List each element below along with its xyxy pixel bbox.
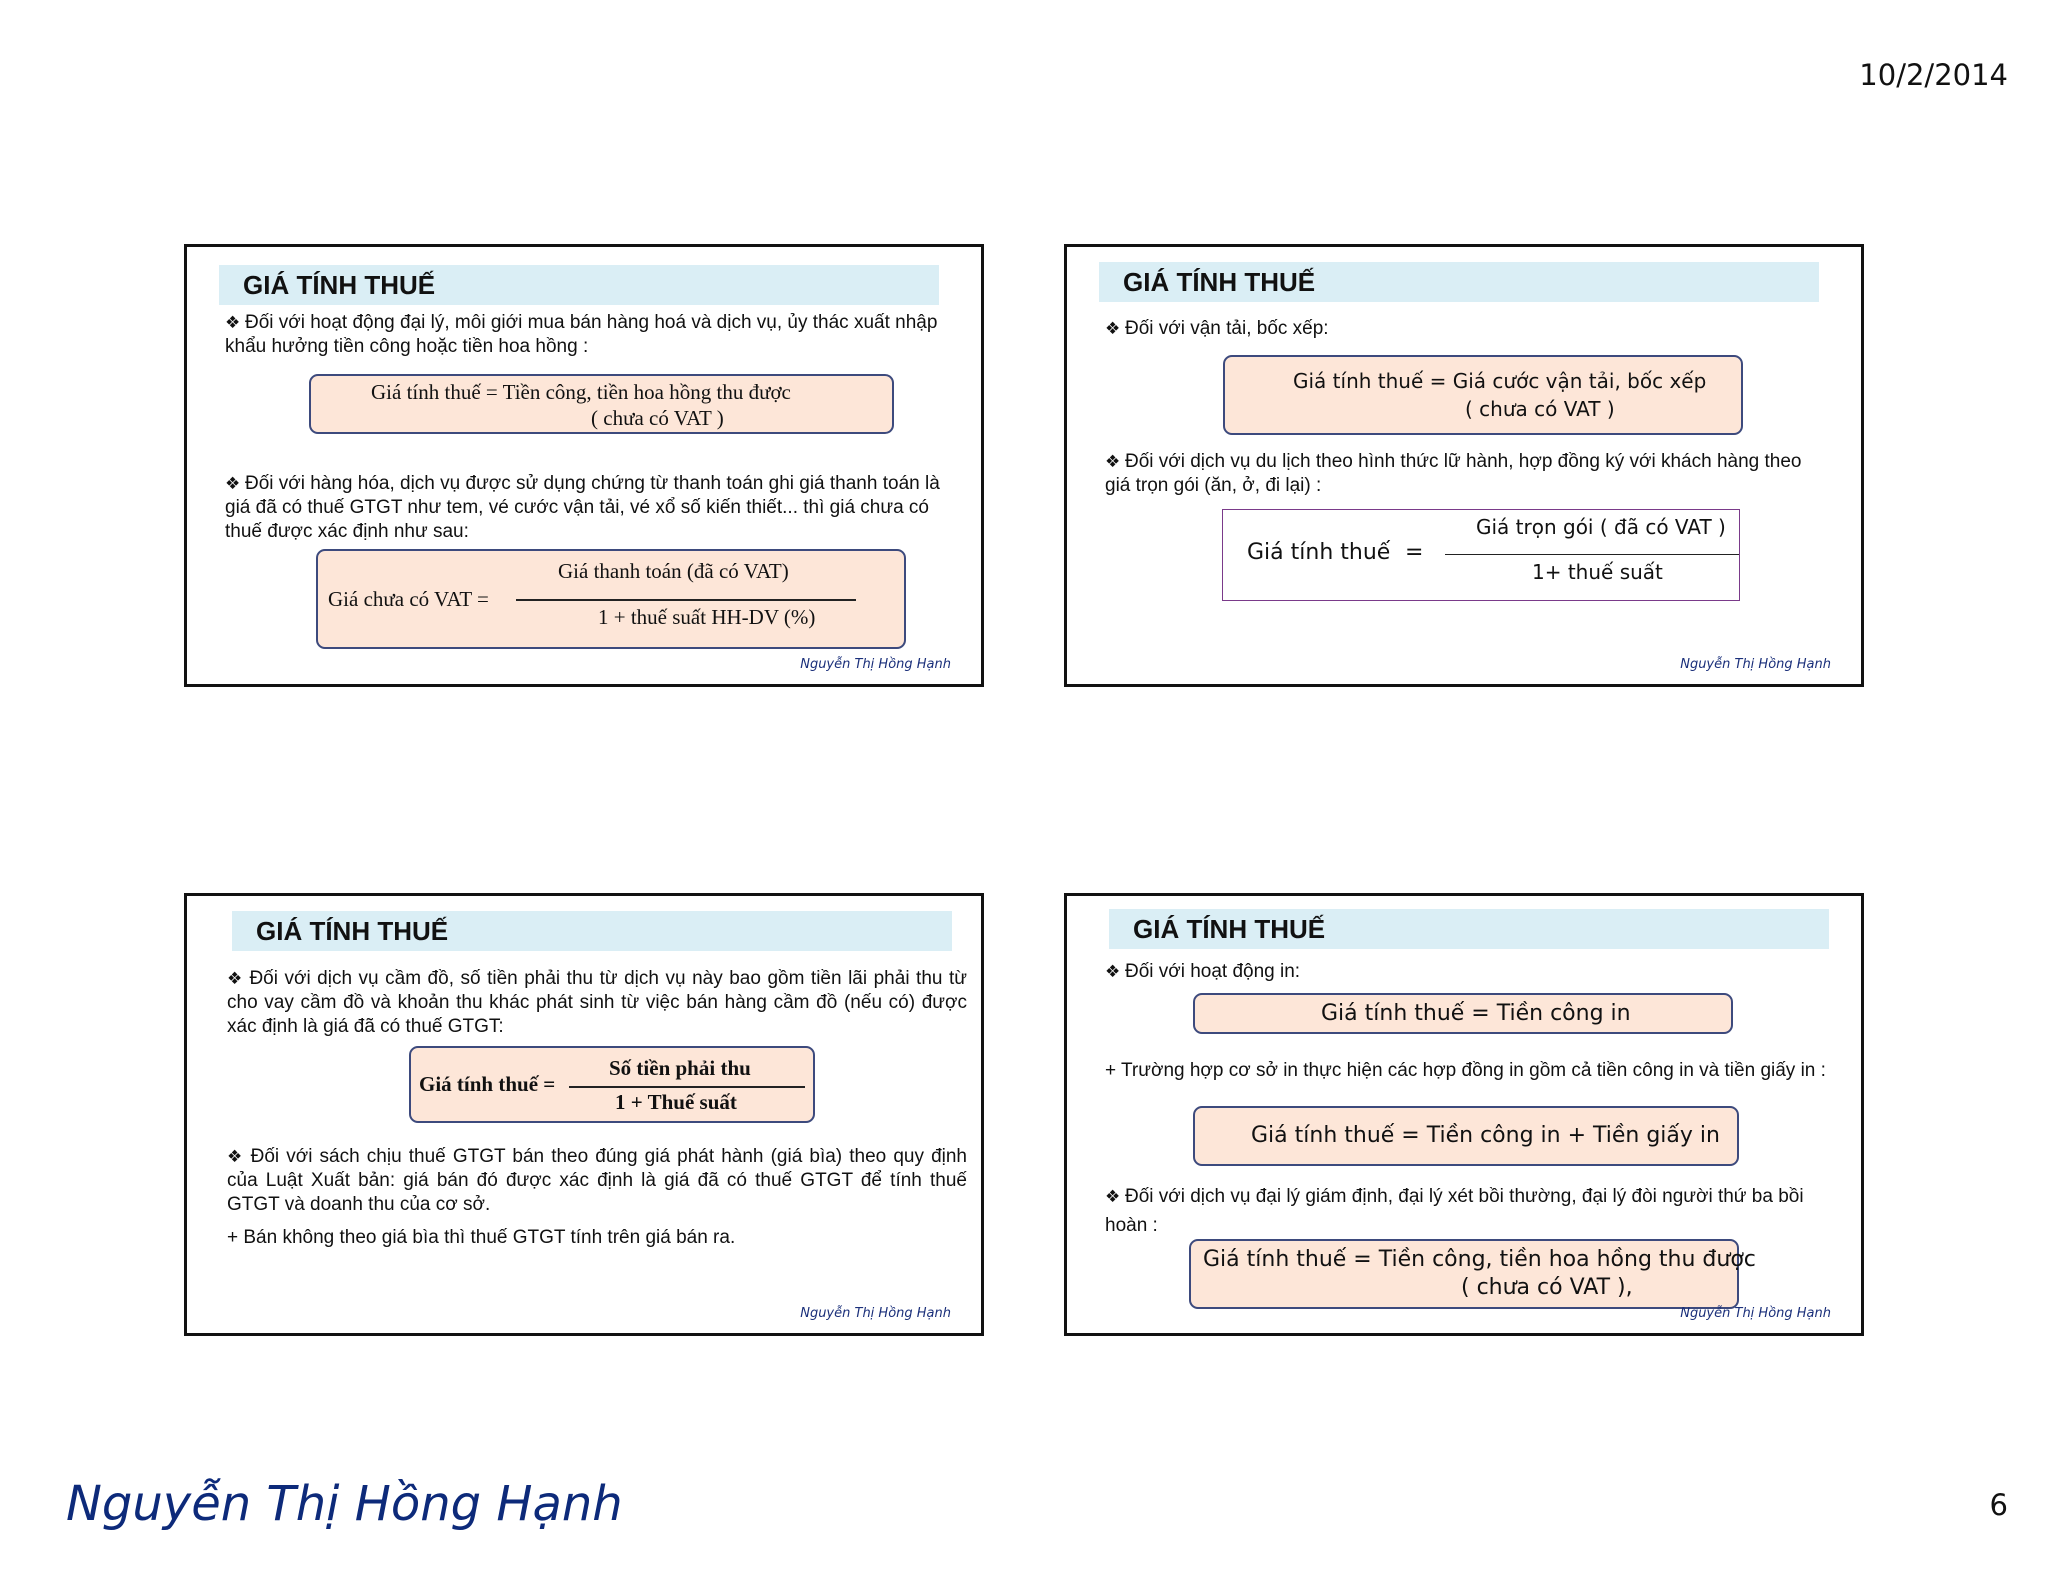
formula-equals: =	[1405, 540, 1424, 565]
slide-4	[1064, 893, 1864, 1336]
slide-signature: Nguyễn Thị Hồng Hạnh	[800, 1306, 951, 1321]
formula-box	[409, 1046, 815, 1123]
bullet-text: ❖ Đối với hoạt động in:	[1105, 961, 1301, 982]
formula-box	[1189, 1239, 1756, 1309]
formula-lhs: Giá tính thuế	[1247, 540, 1391, 565]
diamond-bullet-icon: ❖	[1105, 962, 1125, 981]
diamond-bullet-icon: ❖	[225, 474, 245, 493]
formula-numerator: Giá trọn gói ( đã có VAT )	[1476, 515, 1726, 539]
page-number: 6	[1989, 1488, 2008, 1522]
formula-line: Giá tính thuế = Tiền công, tiền hoa hồng thu được	[1203, 1247, 1756, 1272]
formula-line: Giá tính thuế = Giá cước vận tải, bốc xếp	[1293, 369, 1707, 393]
formula-line: ( chưa có VAT ),	[1461, 1275, 1633, 1300]
formula-line: Giá tính thuế = Tiền công, tiền hoa hồng thu được	[371, 380, 791, 404]
fraction-line	[1445, 554, 1739, 555]
formula-line: ( chưa có VAT )	[591, 406, 724, 430]
formula-box	[309, 374, 894, 434]
footer-author: Nguyễn Thị Hồng Hạnh	[66, 1476, 623, 1532]
diamond-bullet-icon: ❖	[227, 1147, 251, 1166]
diamond-bullet-icon: ❖	[1105, 1187, 1125, 1206]
note-text: + Bán không theo giá bìa thì thuế GTGT tính trên giá bán ra.	[227, 1227, 736, 1248]
bullet-text: ❖ Đối với vận tải, bốc xếp:	[1105, 318, 1329, 339]
formula-box	[1193, 1106, 1739, 1166]
slide-1	[184, 244, 984, 687]
bullet-text: ❖ Đối với dịch vụ cầm đồ, số tiền phải thu từ dịch vụ này bao gồm tiền lãi phải thu từ cho vay cầm đồ và khoản thu khác phát sinh từ việc bán hàng cầm đồ (nếu có) được xác định là giá đã có thuế GTGT:	[227, 968, 967, 1037]
formula-denominator: 1+ thuế suất	[1532, 560, 1663, 584]
diamond-bullet-icon: ❖	[1105, 452, 1125, 471]
formula-numerator: Số tiền phải thu	[609, 1056, 751, 1080]
note-text: + Trường hợp cơ sở in thực hiện các hợp đồng in gồm cả tiền công in và tiền giấy in :	[1105, 1060, 1826, 1081]
formula-lhs: Giá chưa có VAT =	[328, 587, 489, 611]
bullet-text: ❖ Đối với dịch vụ du lịch theo hình thức lữ hành, hợp đồng ký với khách hàng theo giá trọn gói (ăn, ở, đi lại) :	[1105, 451, 1802, 496]
slide-date: 10/2/2014	[1859, 58, 2008, 92]
bullet-text: ❖ Đối với dịch vụ đại lý giám định, đại lý xét bồi thường, đại lý đòi người thứ ba bồi hoàn :	[1105, 1186, 1804, 1236]
slide-title: GIÁ TÍNH THUẾ	[232, 911, 952, 951]
slide-3	[184, 893, 984, 1336]
formula-frame	[1222, 509, 1740, 601]
slide-signature: Nguyễn Thị Hồng Hạnh	[800, 657, 951, 672]
slide-2	[1064, 244, 1864, 687]
bullet-text: ❖ Đối với hoạt động đại lý, môi giới mua bán hàng hoá và dịch vụ, ủy thác xuất nhập khẩu hưởng tiền công hoặc tiền hoa hồng :	[225, 312, 938, 357]
formula-numerator: Giá thanh toán (đã có VAT)	[558, 559, 789, 583]
slide-title: GIÁ TÍNH THUẾ	[1099, 262, 1819, 302]
formula-denominator: 1 + thuế suất HH-DV (%)	[598, 605, 816, 629]
formula-lhs: Giá tính thuế =	[419, 1072, 556, 1096]
slide-signature: Nguyễn Thị Hồng Hạnh	[1680, 1306, 1831, 1321]
fraction-line	[569, 1086, 805, 1088]
formula-box	[1193, 993, 1733, 1034]
formula-line: Giá tính thuế = Tiền công in + Tiền giấy in	[1251, 1123, 1720, 1148]
slide-signature: Nguyễn Thị Hồng Hạnh	[1680, 657, 1831, 672]
fraction-line	[516, 599, 856, 601]
formula-denominator: 1 + Thuế suất	[615, 1090, 737, 1114]
bullet-text: ❖ Đối với sách chịu thuế GTGT bán theo đúng giá phát hành (giá bìa) theo quy định của Luật Xuất bản: giá bán đó được xác định là giá đã có thuế GTGT để tính thuế GTGT và doanh thu của cơ sở.	[227, 1146, 967, 1215]
formula-line: ( chưa có VAT )	[1465, 397, 1615, 421]
diamond-bullet-icon: ❖	[1105, 319, 1125, 338]
diamond-bullet-icon: ❖	[225, 313, 245, 332]
slide-title: GIÁ TÍNH THUẾ	[219, 265, 939, 305]
formula-box	[316, 549, 906, 649]
bullet-text: ❖ Đối với hàng hóa, dịch vụ được sử dụng chứng từ thanh toán ghi giá thanh toán là giá đã có thuế GTGT như tem, vé cước vận tải, vé xổ số kiến thiết... thì giá chưa có thuế được xác định như sau:	[225, 473, 940, 542]
formula-line: Giá tính thuế = Tiền công in	[1321, 1001, 1631, 1026]
slide-title: GIÁ TÍNH THUẾ	[1109, 909, 1829, 949]
formula-box	[1223, 355, 1743, 435]
diamond-bullet-icon: ❖	[227, 969, 250, 988]
